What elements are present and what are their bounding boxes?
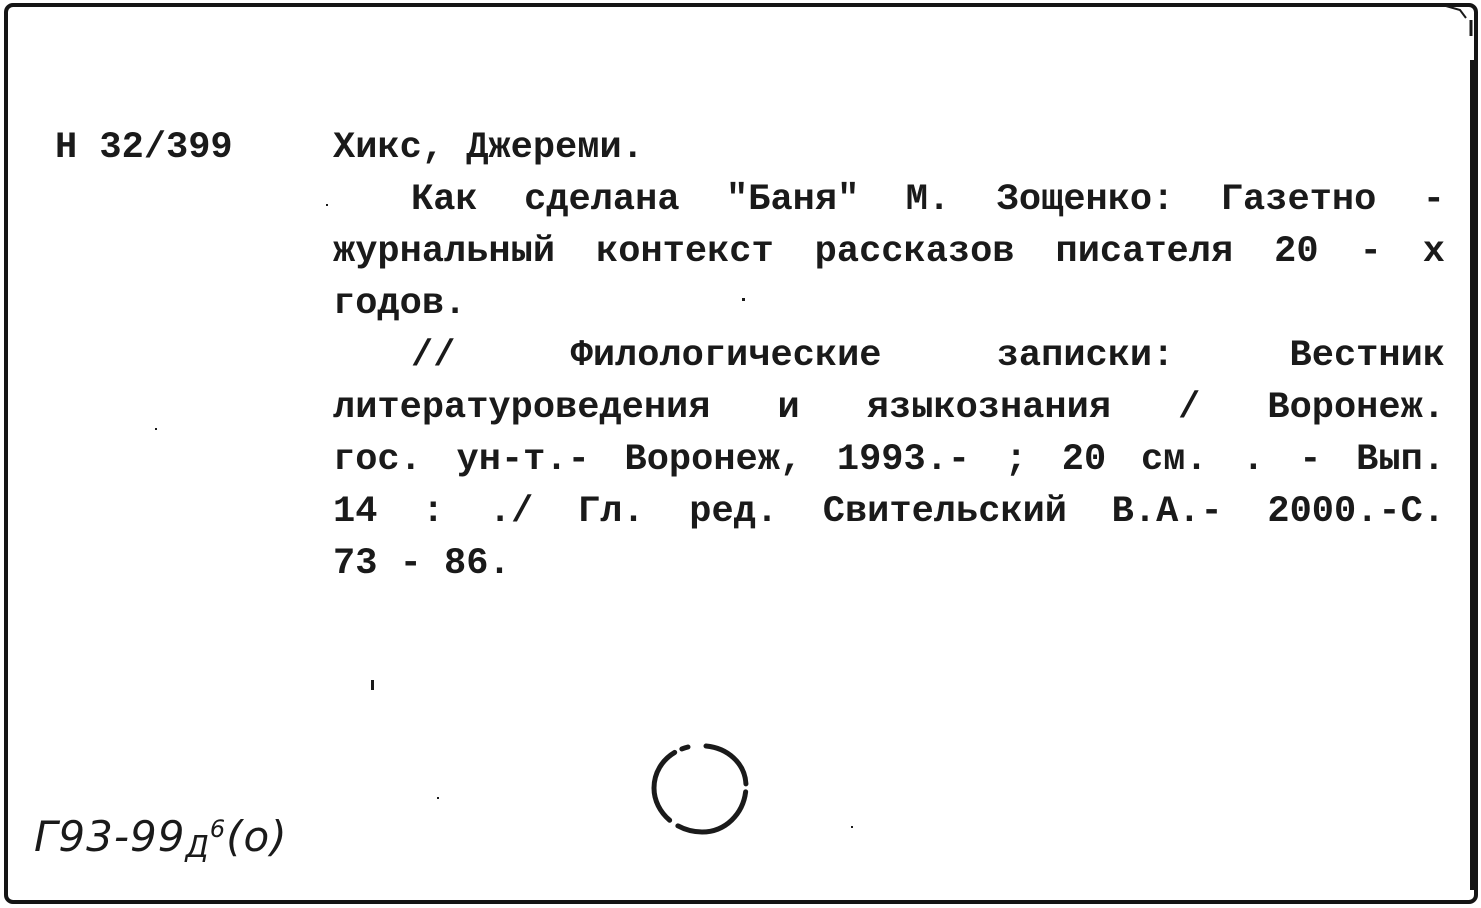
bibliographic-record: [333, 122, 1445, 590]
punch-hole-icon: [648, 740, 752, 838]
record-source-line: 14 : ./ Гл. ред. Свительский В.А.- 2000.-С.: [333, 491, 1445, 533]
speck: [851, 826, 853, 828]
speck: [742, 298, 745, 301]
corner-mark: [1444, 0, 1474, 40]
record-source-line: гос. ун-т.- Воронеж, 1993.- ; 20 см. . - Вып.: [333, 439, 1445, 481]
note-sub: Д: [185, 830, 210, 865]
speck: [155, 428, 157, 430]
record-author: Хикс, Джереми.: [333, 127, 644, 169]
card-right-edge: [1470, 60, 1476, 890]
note-sup: 6: [209, 815, 227, 843]
note-main: Г93-99: [34, 812, 186, 861]
record-title-line: журнальный контекст рассказов писателя 20 - х: [333, 231, 1445, 273]
record-source-line: литературоведения и языкознания / Воронеж.: [333, 387, 1445, 429]
note-tail: (о): [226, 812, 288, 861]
record-title-line: годов.: [333, 283, 467, 325]
handwritten-shelf-note: [34, 812, 288, 865]
record-source-line: // Филологические записки: Вестник: [411, 335, 1445, 377]
speck: [371, 680, 374, 690]
speck: [326, 204, 328, 206]
speck: [437, 797, 439, 799]
call-number: Н 32/399: [55, 127, 233, 169]
record-pages: 73 - 86.: [333, 543, 511, 585]
record-title-line: Как сделана "Баня" М. Зощенко: Газетно -: [411, 179, 1445, 221]
